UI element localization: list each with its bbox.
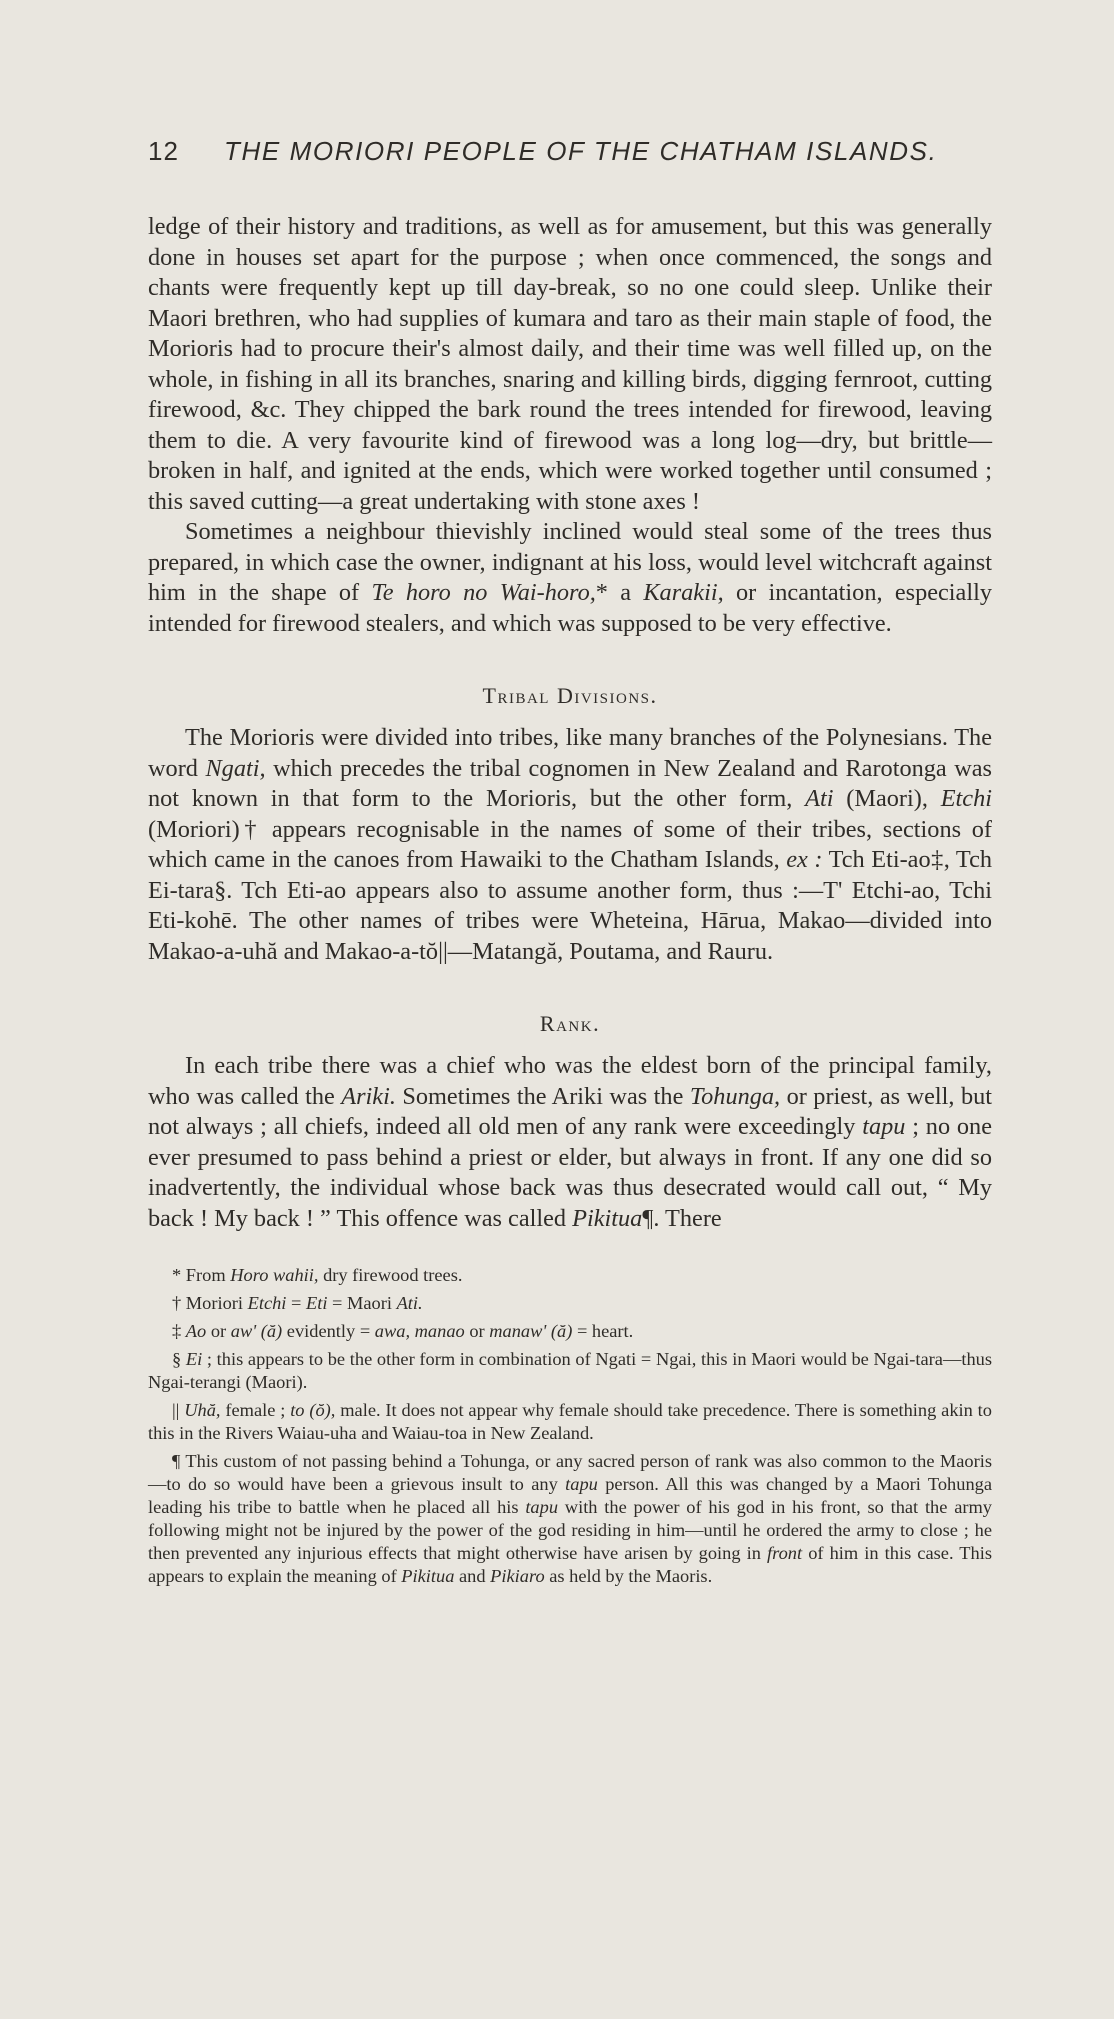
- footnote-6-text-c: person. All this was changed by a Maori Tohunga leading his tribe to battle when he placed all his: [148, 1474, 992, 1517]
- footnote-5-text-a: ||: [172, 1400, 185, 1420]
- section-heading-rank: Rank.: [539, 1011, 601, 1036]
- footnote-parallel: [148, 1399, 992, 1445]
- footnote-2-text-c: =: [286, 1293, 306, 1313]
- footnote-6-italic-b: tapu: [565, 1474, 598, 1494]
- paragraph-4: [148, 1051, 992, 1234]
- footnote-3-text-e: evidently =: [282, 1321, 375, 1341]
- footnotes: [148, 1264, 992, 1588]
- footnote-4-text-a: §: [172, 1349, 186, 1369]
- paragraph-3-italic-ex: ex :: [786, 846, 823, 873]
- footnote-double-dagger: [148, 1320, 992, 1343]
- running-title: THE MORIORI PEOPLE OF THE CHATHAM ISLANDS.: [224, 136, 938, 166]
- footnote-3-italic-h: manaw' (ă): [489, 1321, 573, 1341]
- footnote-3-text-i: = heart.: [572, 1321, 634, 1341]
- paragraph-4-text-c: Sometimes the Ariki was the: [395, 1082, 690, 1110]
- footnote-section: [148, 1348, 992, 1394]
- footnote-6-text-a: ¶ This custom of not passing behind a Tohunga, or any sacred person of rank was also common to the Maoris—to do so would have been a grievous insult to any: [148, 1451, 992, 1494]
- paragraph-2-text-e: or incantation, especially intended for firewood stealers, and which was supposed to be very effective.: [148, 579, 992, 637]
- paragraph-3-text-e: (Maori),: [833, 785, 941, 812]
- footnote-2-text-e: = Maori: [327, 1293, 397, 1313]
- paragraph-4-text-e: or priest, as well, but not always ; all chiefs, indeed all old men of any rank were exceedingly: [148, 1082, 992, 1140]
- footnote-5-text-c: female ;: [220, 1400, 291, 1420]
- footnote-2-italic-d: Eti: [306, 1293, 328, 1313]
- footnote-2-italic-f: Ati.: [396, 1293, 423, 1313]
- paragraph-4-italic-tohunga: Tohunga,: [689, 1082, 781, 1110]
- paragraph-1: [148, 212, 992, 517]
- paragraph-3-text-g: (Moriori)† appears recognisable in the names of some of their tribes, sections of which came in the canoes from Hawaiki to the Chatham Islands,: [148, 815, 992, 873]
- footnote-3-text-g: or: [464, 1321, 490, 1341]
- footnote-dagger: [148, 1292, 992, 1315]
- footnote-3-italic-d: aw' (ă): [230, 1321, 283, 1341]
- footnote-4-italic-b: Ei: [185, 1349, 203, 1369]
- footnote-6-italic-f: front: [767, 1543, 803, 1563]
- footnote-pilcrow: [148, 1450, 992, 1588]
- running-head: [148, 136, 992, 176]
- page-number: 12: [148, 136, 179, 166]
- paragraph-4-text-g: ; no one ever presumed to pass behind a priest or elder, but always in front. If any one did so inadvertently, the individual whose back was thus desecrated would call out, “ My back ! My back ! ” This offence was called: [148, 1113, 992, 1232]
- paragraph-2: [148, 517, 992, 639]
- footnote-5-italic-b: Uhă,: [184, 1400, 221, 1420]
- footnote-3-italic-f: awa, manao: [374, 1321, 465, 1341]
- paragraph-2-italic-te-horo: Te horo no Wai-horo,: [371, 579, 596, 606]
- footnote-6-text-g: of him in this case. This appears to explain the meaning of: [148, 1543, 992, 1586]
- paragraph-1-text: ledge of their history and traditions, as well as for amusement, but this was generally done in houses set apart for the purpose ; when once commenced, the songs and chants were frequently kept up till day-break, so no one could sleep. Unlike their Maori brethren, who had supplies of kumara and taro as their main staple of food, the Morioris had to procure their's almost daily, and their time was well filled up, on the whole, in fishing in all its branches, snaring and killing birds, digging fernroot, cutting firewood, &c. They chipped the bark round the trees intended for firewood, leaving them to die. A very favourite kind of firewood was a long log—dry, but brittle—broken in half, and ignited at the ends, which were worked together until consumed ; this saved cutting—a great undertaking with stone axes !: [148, 213, 992, 515]
- footnote-6-italic-j: Pikiaro: [490, 1566, 545, 1586]
- paragraph-2-italic-karakii: Karakii,: [643, 579, 724, 606]
- paragraph-4-text-a: In each tribe there was a chief who was the eldest born of the principal family, who was called the: [148, 1052, 992, 1110]
- paragraph-2-text-a: Sometimes a neighbour thievishly inclined would steal some of the trees thus prepared, in which case the owner, indignant at his loss, would level witchcraft against him in the shape of: [148, 518, 992, 606]
- footnote-6-italic-d: tapu: [525, 1497, 559, 1517]
- footnote-1-italic: Horo wahii,: [230, 1265, 319, 1285]
- footnote-1-text-c: dry firewood trees.: [318, 1265, 463, 1285]
- paragraph-3-italic-etchi: Etchi: [940, 785, 992, 812]
- section-heading-tribal-divisions: Tribal Divisions.: [482, 683, 658, 708]
- footnote-5-italic-d: to (ŏ),: [290, 1400, 336, 1420]
- footnote-1-text-a: * From: [172, 1265, 231, 1285]
- footnote-6-text-e: with the power of his god in his front, so that the army following might not be injured by the power of the god residing in him—until he ordered the army to close ; he then prevented any injurious effects that might otherwise have arisen by going in: [148, 1497, 992, 1563]
- paragraph-3-text-a: The Morioris were divided into tribes, like many branches of the Polynesians. The word: [148, 724, 992, 782]
- footnote-6-text-i: and: [454, 1566, 491, 1586]
- paragraph-3-italic-ngati: Ngati,: [205, 754, 266, 782]
- footnote-2-text-a: † Moriori: [172, 1293, 248, 1313]
- paragraph-3-italic-ati: Ati: [805, 785, 834, 812]
- footnote-3-italic-b: Ao: [185, 1321, 207, 1341]
- footnote-asterisk: [148, 1264, 992, 1287]
- footnote-3-text-a: ‡: [172, 1321, 186, 1341]
- footnote-5-text-e: male. It does not appear why female should take precedence. There is something akin to this in the Rivers Waiau-uha and Waiau-toa in New Zealand.: [148, 1400, 992, 1443]
- paragraph-4-italic-ariki: Ariki.: [341, 1082, 396, 1110]
- paragraph-2-text-c: * a: [595, 579, 644, 606]
- paragraph-4-italic-pikitua: Pikitua: [572, 1204, 643, 1232]
- footnote-4-text-c: ; this appears to be the other form in combination of Ngati = Ngai, this in Maori would be Ngai-tara—thus Ngai-terangi (Maori).: [148, 1349, 992, 1392]
- footnote-6-text-k: as held by the Maoris.: [544, 1566, 713, 1586]
- paragraph-4-text-i: ¶. There: [642, 1204, 722, 1232]
- footnote-3-text-c: or: [206, 1321, 231, 1341]
- body-text: [148, 212, 992, 1234]
- paragraph-3-text-i: Tch Eti-ao‡, Tch Ei-tara§. Tch Eti-ao appears also to assume another form, thus :—T' Etchi-ao, Tchi Eti-kohē. The other names of tribes were Wheteina, Hārua, Makao—divided into Makao-a-uhă and Makao-a-tŏ||—Matangă, Poutama, and Rauru.: [148, 846, 993, 965]
- paragraph-3: [148, 723, 992, 967]
- footnote-2-italic-b: Etchi: [247, 1293, 287, 1313]
- footnote-6-italic-h: Pikitua: [401, 1566, 455, 1586]
- paragraph-3-text-c: which precedes the tribal cognomen in New Zealand and Rarotonga was not known in that form to the Morioris, but the other form,: [148, 754, 992, 812]
- paragraph-4-italic-tapu: tapu: [862, 1113, 906, 1140]
